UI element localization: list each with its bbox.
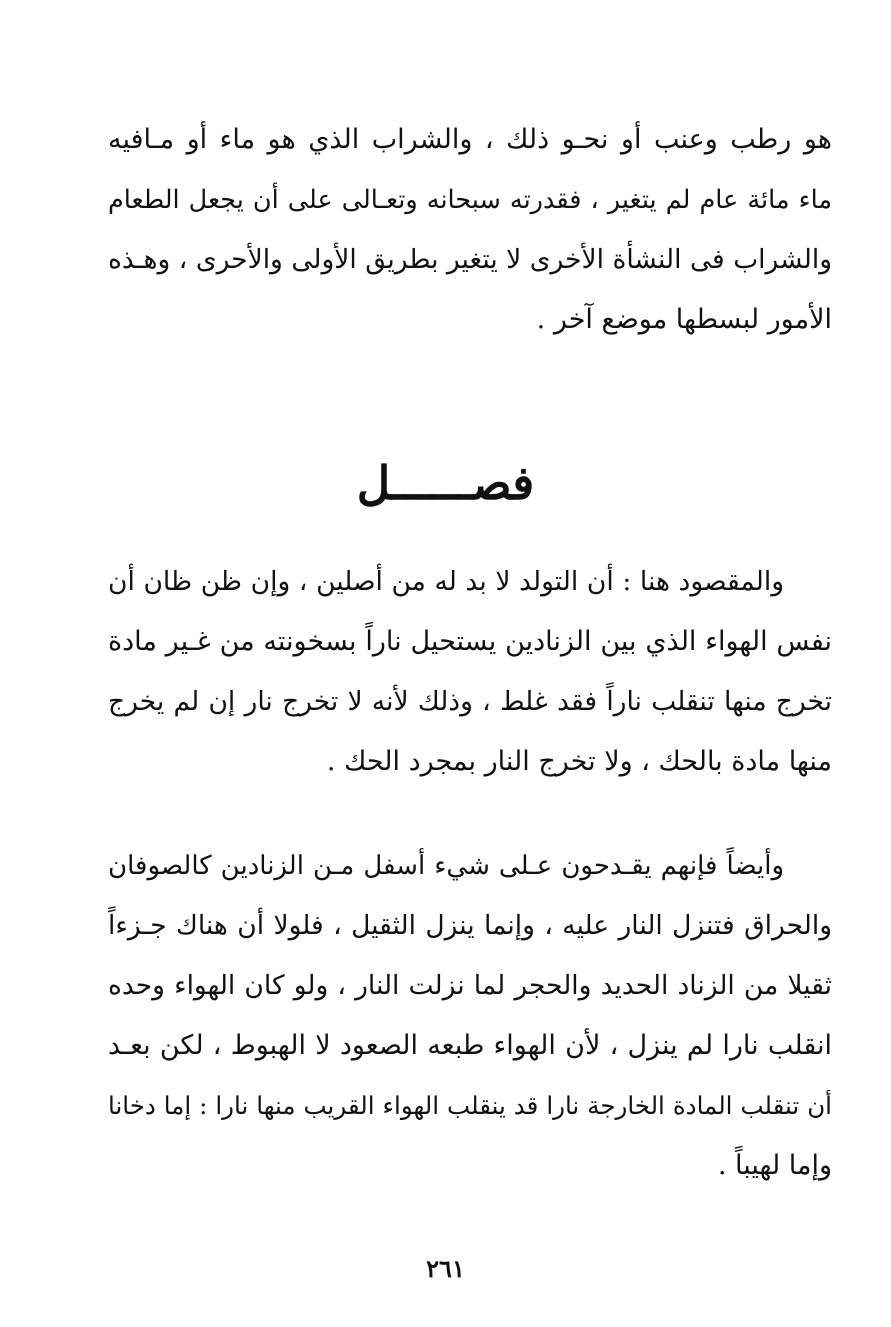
section-heading: فصــــــل <box>356 456 535 510</box>
paragraph-line: نفس الهواء الذي بين الزنادين يستحيل ناراً بسخونته من غـير مادة <box>108 626 832 657</box>
paragraph-line: ثقيلا من الزناد الحديد والحجر لما نزلت النار ، ولو كان الهواء وحده <box>108 970 832 1001</box>
paragraph-line: ماء مائة عام لم يتغير ، فقدرته سبحانه وتعـالى على أن يجعل الطعام <box>108 185 832 215</box>
page-number: ٢٦١ <box>426 1254 465 1283</box>
paragraph-line: أن تنقلب المادة الخارجة نارا قد ينقلب الهواء القريب منها نارا : إما دخانا <box>108 1091 832 1120</box>
paragraph-line: والمقصود هنا : أن التولد لا بد له من أصلين ، وإن ظن ظان أن <box>108 566 784 597</box>
paragraph-line: تخرج منها تنقلب ناراً فقد غلط ، وذلك لأنه لا تخرج نار إن لم يخرج <box>108 686 832 717</box>
paragraph-1 <box>108 110 832 350</box>
paragraph-line: وإما لهيباً . <box>717 1150 832 1181</box>
paragraph-line: منها مادة بالحك ، ولا تخرج النار بمجرد الحك . <box>326 746 832 777</box>
paragraph-line: انقلب نارا لم ينزل ، لأن الهواء طبعه الصعود لا الهبوط ، لكن بعـد <box>108 1030 832 1061</box>
paragraph-line: والشراب فى النشأة الأخرى لا يتغير بطريق الأولى والأحرى ، وهـذه <box>108 244 832 275</box>
paragraph-line: وأيضاً فإنهم يقـدحون عـلى شيء أسفل مـن الزنادين كالصوفان <box>108 851 784 881</box>
paragraph-2 <box>108 552 832 792</box>
paragraph-3 <box>108 836 832 1196</box>
paragraph-line: الأمور لبسطها موضع آخر . <box>536 304 832 335</box>
paragraph-line: والحراق فتنزل النار عليه ، وإنما ينزل الثقيل ، فلولا أن هناك جـزءاً <box>108 910 832 941</box>
paragraph-line: هو رطب وعنب أو نحـو ذلك ، والشراب الذي هو ماء أو مـافيه <box>108 124 832 155</box>
